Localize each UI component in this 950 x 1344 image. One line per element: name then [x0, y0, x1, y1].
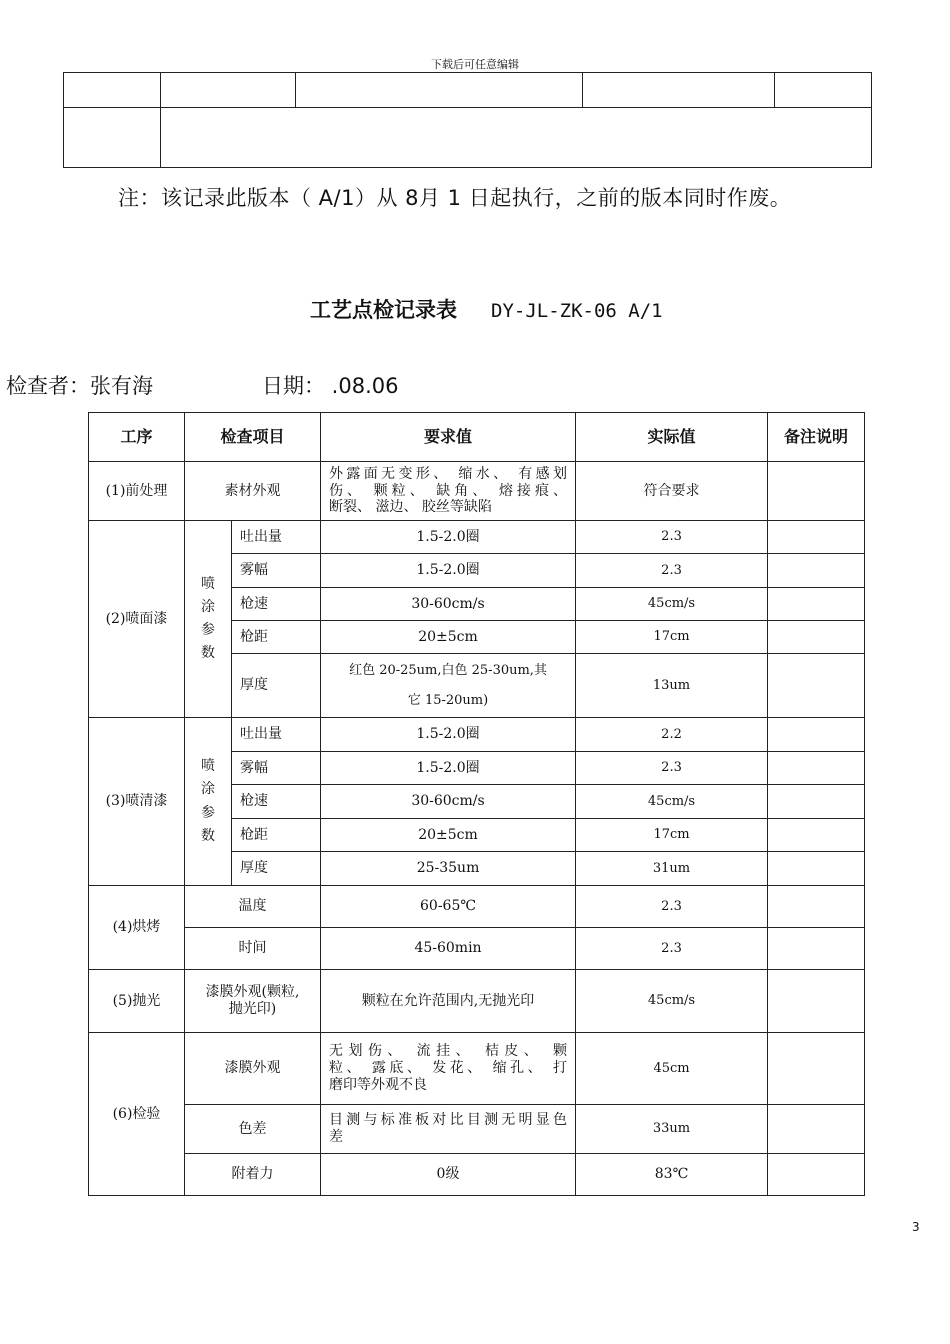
previous-table-fragment [63, 72, 872, 168]
param-cell: 雾幅 [232, 554, 321, 588]
group-char: 参 [201, 622, 215, 638]
item-cell: 色差 [185, 1105, 321, 1154]
param-cell: 厚度 [232, 852, 321, 886]
actual-cell: 符合要求 [576, 462, 768, 521]
group-label [185, 718, 232, 886]
remark-cell [768, 1154, 865, 1196]
actual-cell: 2.3 [576, 886, 768, 928]
table-row [89, 886, 865, 928]
process-cell: (4)烘烤 [89, 886, 185, 970]
param-cell: 枪速 [232, 588, 321, 621]
table-row [89, 1105, 865, 1154]
param-cell: 枪速 [232, 785, 321, 819]
required-line: 伤、 颗粒、 缺角、 熔接痕、 [329, 482, 568, 499]
required-cell: 60-65℃ [321, 886, 576, 928]
param-cell: 吐出量 [232, 718, 321, 752]
table-row [89, 928, 865, 970]
remark-cell [768, 588, 865, 621]
item-cell: 漆膜外观 [185, 1033, 321, 1105]
required-cell [321, 1105, 576, 1154]
group-char: 喷 [201, 575, 215, 592]
required-cell: 20±5cm [321, 819, 576, 852]
required-cell [321, 1033, 576, 1105]
actual-cell: 2.2 [576, 718, 768, 752]
process-cell: (2)喷面漆 [89, 521, 185, 718]
required-line: 无划伤、 流挂、 桔皮、 颗 [329, 1043, 568, 1060]
remark-cell [768, 521, 865, 554]
empty-cell [161, 73, 296, 108]
header-remark: 备注说明 [768, 413, 865, 462]
empty-cell [583, 73, 775, 108]
required-line: 磨印等外观不良 [329, 1076, 428, 1093]
required-line: 目测与标准板对比目测无明显色 [329, 1112, 568, 1129]
param-cell: 吐出量 [232, 521, 321, 554]
actual-cell: 2.3 [576, 752, 768, 785]
required-line: 粒、 露底、 发花、 缩孔、 打 [329, 1060, 568, 1077]
actual-cell: 2.3 [576, 554, 768, 588]
group-char: 数 [201, 827, 215, 844]
required-cell: 1.5-2.0圈 [321, 521, 576, 554]
table-row [89, 1033, 865, 1105]
required-line: 红色 20-25um,白色 25-30um,其 [349, 662, 547, 678]
item-cell: 温度 [185, 886, 321, 928]
remark-cell [768, 970, 865, 1033]
header-required: 要求值 [321, 413, 576, 462]
actual-cell: 45cm [576, 1033, 768, 1105]
document-title [310, 294, 663, 324]
required-cell: 20±5cm [321, 621, 576, 654]
actual-cell: 13um [576, 654, 768, 718]
required-line: 差 [329, 1129, 344, 1145]
remark-cell [768, 785, 865, 819]
group-char: 参 [201, 804, 215, 821]
required-cell: 30-60cm/s [321, 785, 576, 819]
header-item: 检查项目 [185, 413, 321, 462]
required-cell: 颗粒在允许范围内,无抛光印 [321, 970, 576, 1033]
header-process: 工序 [89, 413, 185, 462]
inspector-field: 检查者：张有海 [6, 374, 153, 398]
empty-cell [296, 73, 583, 108]
required-line: 断裂、 滋边、 胶丝等缺陷 [329, 499, 492, 516]
process-cell: (5)抛光 [89, 970, 185, 1033]
item-line: 漆膜外观(颗粒, [205, 984, 300, 1001]
required-cell [321, 654, 576, 718]
actual-cell: 45cm/s [576, 588, 768, 621]
header-actual: 实际值 [576, 413, 768, 462]
title-text: 工艺点检记录表 [310, 298, 457, 322]
item-cell: 素材外观 [185, 462, 321, 521]
remark-cell [768, 1105, 865, 1154]
actual-cell: 31um [576, 852, 768, 886]
actual-cell: 45cm/s [576, 970, 768, 1033]
actual-cell: 2.3 [576, 521, 768, 554]
required-line: 外露面无变形、 缩水、 有感划 [329, 465, 568, 482]
remark-cell [768, 928, 865, 970]
required-cell: 1.5-2.0圈 [321, 752, 576, 785]
group-char: 喷 [201, 758, 215, 775]
param-cell: 枪距 [232, 621, 321, 654]
param-cell: 枪距 [232, 819, 321, 852]
actual-cell: 45cm/s [576, 785, 768, 819]
required-cell [321, 462, 576, 521]
header-note: 下载后可任意编辑 [431, 58, 519, 71]
table-row [89, 521, 865, 554]
remark-cell [768, 718, 865, 752]
actual-cell: 2.3 [576, 928, 768, 970]
empty-cell [64, 108, 161, 168]
required-cell: 0级 [321, 1154, 576, 1196]
document-code: DY-JL-ZK-06 A/1 [491, 300, 663, 322]
table-row [89, 718, 865, 752]
table-header [89, 413, 865, 462]
remark-cell [768, 1033, 865, 1105]
remark-cell [768, 462, 865, 521]
empty-cell [775, 73, 872, 108]
empty-cell [161, 108, 872, 168]
required-cell: 25-35um [321, 852, 576, 886]
actual-cell: 83℃ [576, 1154, 768, 1196]
page-number: 3 [912, 1220, 920, 1234]
process-cell: (3)喷清漆 [89, 718, 185, 886]
process-cell: (1)前处理 [89, 462, 185, 521]
group-char: 涂 [201, 781, 215, 798]
remark-cell [768, 852, 865, 886]
version-note: 注：该记录此版本（ A/1）从 8月 1 日起执行，之前的版本同时作废。 [118, 186, 792, 210]
param-cell: 雾幅 [232, 752, 321, 785]
remark-cell [768, 654, 865, 718]
table-row [89, 970, 865, 1033]
param-cell: 厚度 [232, 654, 321, 718]
required-line: 它 15-20um) [407, 692, 489, 708]
table-row [89, 462, 865, 521]
item-line: 抛光印) [228, 1001, 277, 1017]
remark-cell [768, 752, 865, 785]
table-row [89, 1154, 865, 1196]
group-label [185, 521, 232, 718]
remark-cell [768, 819, 865, 852]
item-cell: 附着力 [185, 1154, 321, 1196]
required-cell: 45-60min [321, 928, 576, 970]
remark-cell [768, 554, 865, 588]
remark-cell [768, 621, 865, 654]
group-char: 涂 [201, 598, 215, 615]
actual-cell: 17cm [576, 819, 768, 852]
actual-cell: 33um [576, 1105, 768, 1154]
required-cell: 1.5-2.0圈 [321, 554, 576, 588]
date-field: 日期： .08.06 [262, 374, 399, 398]
item-cell: 时间 [185, 928, 321, 970]
item-cell [185, 970, 321, 1033]
required-cell: 1.5-2.0圈 [321, 718, 576, 752]
remark-cell [768, 886, 865, 928]
required-cell: 30-60cm/s [321, 588, 576, 621]
process-cell: (6)检验 [89, 1033, 185, 1196]
inspection-table [88, 412, 865, 1196]
empty-cell [64, 73, 161, 108]
actual-cell: 17cm [576, 621, 768, 654]
group-char: 数 [201, 645, 215, 662]
